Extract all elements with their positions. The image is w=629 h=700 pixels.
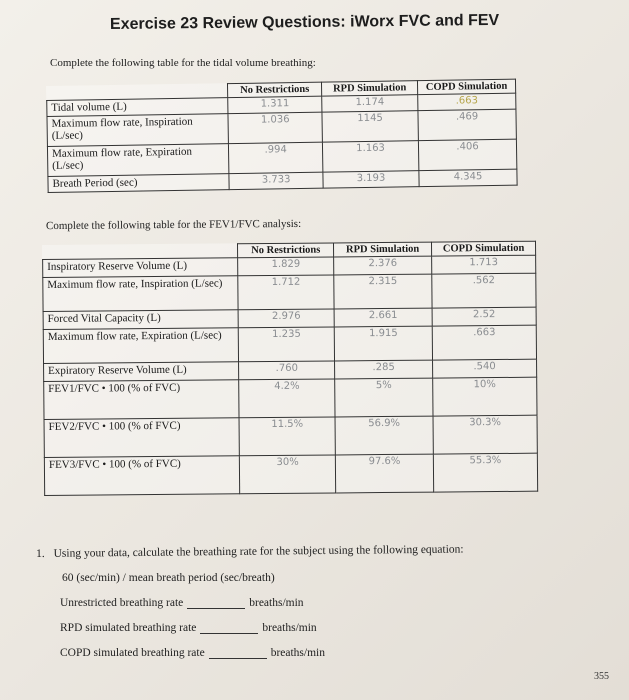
- page-title: Exercise 23 Review Questions: iWorx FVC and FEV: [109, 11, 500, 34]
- row-label: Forced Vital Capacity (L): [43, 310, 238, 330]
- data-cell: 3.193: [323, 171, 419, 189]
- column-header: No Restrictions: [238, 243, 334, 258]
- answer-unit: breaths/min: [262, 622, 317, 634]
- data-cell: 2.315: [334, 274, 432, 309]
- table1-instruction: Complete the following table for the tidal volume breathing:: [50, 57, 316, 69]
- column-header: COPD Simulation: [432, 241, 536, 256]
- data-cell: .285: [335, 360, 433, 379]
- data-cell: 4.2%: [239, 379, 335, 418]
- row-label: FEV2/FVC • 100 (% of FVC): [44, 418, 240, 458]
- data-cell: 2.376: [334, 256, 432, 275]
- data-cell: 1.712: [238, 275, 334, 310]
- data-cell: 4.345: [419, 169, 517, 187]
- data-cell: 1.829: [238, 257, 334, 276]
- row-label: FEV1/FVC • 100 (% of FVC): [44, 380, 240, 420]
- data-cell: 1.713: [432, 255, 536, 274]
- row-label: Maximum flow rate, Inspiration (L/sec): [43, 276, 239, 312]
- data-cell: 30.3%: [433, 415, 537, 454]
- answer-line-copd: [60, 647, 325, 659]
- table-row: [44, 377, 537, 419]
- data-cell: 3.733: [229, 172, 323, 189]
- row-label: Breath Period (sec): [48, 174, 229, 193]
- data-cell: 1.174: [322, 95, 418, 113]
- data-cell: .562: [432, 273, 536, 308]
- row-label: Inspiratory Reserve Volume (L): [43, 258, 238, 278]
- data-cell: .760: [239, 361, 335, 380]
- data-cell: 2.661: [334, 308, 432, 327]
- row-label: Tidal volume (L): [47, 98, 228, 117]
- row-label: Maximum flow rate, Inspiration (L/sec): [47, 114, 229, 147]
- data-cell: 5%: [335, 378, 433, 417]
- tidal-volume-table: [46, 79, 518, 193]
- answer-blank[interactable]: [187, 598, 245, 609]
- data-cell: 1.915: [334, 326, 432, 361]
- answer-unit: breaths/min: [270, 647, 325, 659]
- row-label: FEV3/FVC • 100 (% of FVC): [44, 456, 240, 496]
- answer-blank[interactable]: [209, 648, 267, 659]
- question-text: Using your data, calculate the breathing rate for the subject using the following equation:: [53, 543, 464, 560]
- data-cell: .469: [418, 109, 516, 141]
- table-row: [44, 415, 537, 457]
- data-cell: 56.9%: [335, 416, 433, 455]
- data-cell: 30%: [240, 455, 336, 494]
- data-cell: 1.235: [238, 327, 334, 362]
- column-header: COPD Simulation: [417, 79, 515, 95]
- data-cell: .663: [432, 325, 536, 360]
- answer-label: Unrestricted breathing rate: [60, 597, 184, 609]
- answer-blank[interactable]: [200, 623, 258, 634]
- answer-line-rpd: [60, 622, 317, 634]
- column-header: RPD Simulation: [322, 81, 418, 97]
- row-label: Maximum flow rate, Expiration (L/sec): [43, 328, 239, 364]
- row-label: Expiratory Reserve Volume (L): [44, 362, 239, 382]
- data-cell: 1.036: [228, 112, 322, 143]
- question-equation: 60 (sec/min) / mean breath period (sec/breath): [62, 572, 275, 584]
- question-number: 1.: [36, 547, 45, 560]
- data-cell: .540: [433, 359, 537, 378]
- data-cell: 1.311: [228, 96, 322, 113]
- column-header: No Restrictions: [228, 82, 322, 97]
- data-cell: 2.976: [238, 309, 334, 328]
- column-header: RPD Simulation: [334, 242, 432, 257]
- data-cell: 1145: [322, 111, 418, 143]
- table-row: [43, 273, 536, 311]
- data-cell: .663: [418, 93, 516, 111]
- page-number: 355: [594, 671, 609, 682]
- row-label: Maximum flow rate, Expiration (L/sec): [47, 144, 229, 177]
- data-cell: .994: [229, 142, 323, 173]
- data-cell: 55.3%: [433, 453, 537, 492]
- data-cell: 2.52: [432, 307, 536, 326]
- data-cell: 97.6%: [335, 454, 433, 493]
- answer-line-unrestricted: [60, 597, 304, 609]
- data-cell: 10%: [433, 377, 537, 416]
- answer-label: COPD simulated breathing rate: [60, 647, 205, 659]
- table2-instruction: Complete the following table for the FEV1/FVC analysis:: [45, 217, 302, 233]
- answer-unit: breaths/min: [249, 597, 304, 609]
- answer-label: RPD simulated breathing rate: [60, 622, 197, 634]
- table-row: [43, 325, 536, 363]
- data-cell: 11.5%: [239, 417, 335, 456]
- data-cell: 1.163: [323, 141, 419, 173]
- table-row: [44, 453, 537, 495]
- question-1: [36, 544, 464, 560]
- data-cell: .406: [418, 139, 516, 171]
- fev-fvc-table: [42, 241, 538, 496]
